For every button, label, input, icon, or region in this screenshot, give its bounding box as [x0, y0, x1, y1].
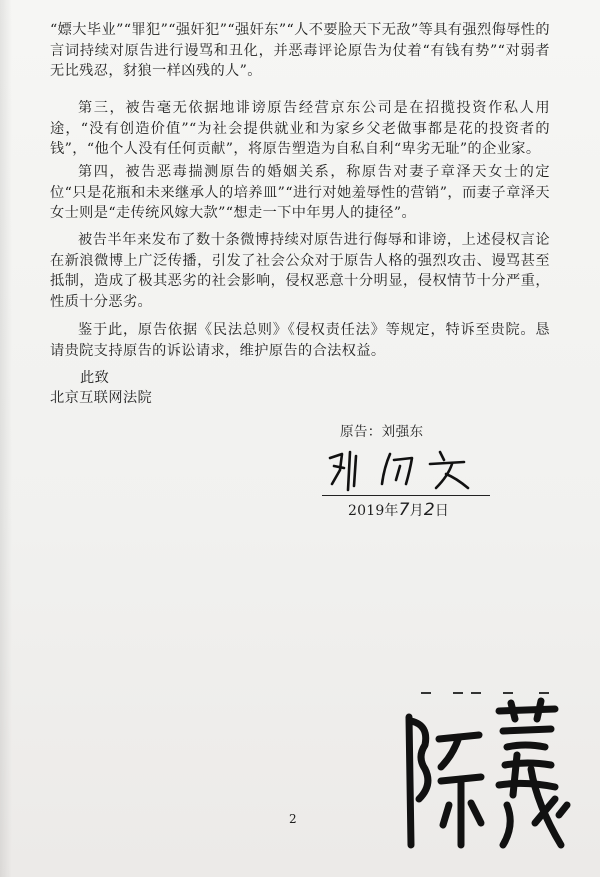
page-edge-shadow [0, 0, 12, 877]
paragraph-impact: 被告半年来发布了数十条微博持续对原告进行侮辱和诽谤，上述侵权言论在新浪微博上广泛传播，引发了社会公众对于原告人格的强烈攻击、谩骂甚至抵制，造成了极其恶劣的社会影响，侵权恶意十分明显，侵权情节十分严重，性质十分恶劣。 [50, 232, 550, 310]
date-month: 7 [398, 500, 410, 520]
handwritten-signature-icon [395, 695, 575, 865]
date-day: 2 [423, 500, 435, 520]
paragraph-insults: “嫖大毕业”“罪犯”“强奸犯”“强奸东”“人不要脸天下无敌”等具有强烈侮辱性的言词持续对原告进行谩骂和丑化，并恶毒评论原告为仗着“有钱有势”“对弱者无比残忍，豺狼一样凶残的人”。 [50, 22, 550, 79]
signing-date [348, 500, 449, 520]
plaintiff-label: 原告：刘强东 [340, 424, 424, 440]
date-day-unit: 日 [434, 503, 450, 519]
paragraph-fourth-point: 第四，被告恶毒揣测原告的婚姻关系，称原告对妻子章泽天女士的定位“只是花瓶和未来继承人的培养皿”“进行对她羞辱性的营销”，而妻子章泽天女士则是“走传统风嫁大款”“想走一下中年男人的捷径”。 [50, 164, 550, 221]
date-year: 2019年 [348, 503, 399, 519]
salutation: 此致 [80, 370, 110, 386]
court-name: 北京互联网法院 [50, 390, 153, 406]
plaintiff-signature-icon [320, 440, 500, 500]
signature-underline [322, 495, 490, 496]
page-number: 2 [289, 812, 297, 826]
paragraph-request: 鉴于此，原告依据《民法总则》《侵权责任法》等规定，特诉至贵院。恳请贵院支持原告的诉讼请求，维护原告的合法权益。 [50, 322, 550, 359]
paragraph-third-point: 第三，被告毫无依据地诽谤原告经营京东公司是在招揽投资作私人用途，“没有创造价值”“为社会提供就业和为家乡父老做事都是花的投资者的钱”，“他个人没有任何贡献”，将原告塑造为自私自利“卑劣无耻”的企业家。 [50, 100, 550, 157]
date-month-unit: 月 [409, 503, 424, 519]
